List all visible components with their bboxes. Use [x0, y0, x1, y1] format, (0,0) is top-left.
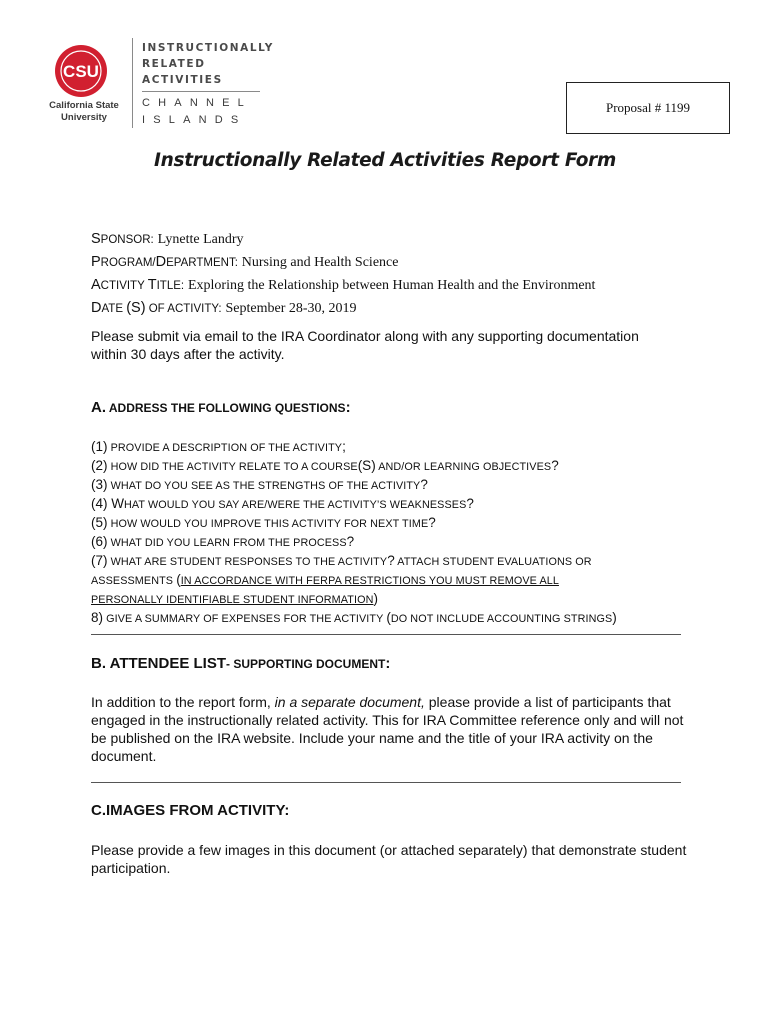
divider-b — [91, 782, 681, 783]
submission-instructions: Please submit via email to the IRA Coordinator along with any supporting documentation within 30 days after the activity. — [91, 328, 639, 362]
logo-divider-vertical — [132, 38, 133, 128]
program-value: Nursing and Health Science — [241, 255, 399, 270]
attendee-list-instructions: In addition to the report form, in a separate document, please provide a list of participants that engaged in the instructionally related activity. This for IRA Committee reference only and will not be published on the IRA website. Include your name and the title of your IRA activity on the document. — [91, 694, 684, 764]
images-instructions: Please provide a few images in this document (or attached separately) that demonstrate student participation. — [91, 842, 687, 876]
question-3: (3) WHAT DO YOU SEE AS THE STRENGTHS OF THE ACTIVITY? — [91, 477, 428, 492]
csu-seal-icon — [54, 44, 108, 98]
question-2: (2) HOW DID THE ACTIVITY RELATE TO A COURSE(S) AND/OR LEARNING OBJECTIVES? — [91, 458, 559, 473]
program-label: PROGRAM/DEPARTMENT: — [91, 254, 238, 270]
activity-title-label: ACTIVITY TITLE: — [91, 277, 185, 293]
sponsor-label: SPONSOR: — [91, 231, 154, 247]
csuci-logo — [36, 36, 286, 132]
divider-a — [91, 634, 681, 635]
logo-divider-horizontal — [142, 91, 260, 92]
university-name — [36, 100, 132, 124]
section-b-heading: B. ATTENDEE LIST- SUPPORTING DOCUMENT: — [91, 655, 391, 672]
question-8: 8) GIVE A SUMMARY OF EXPENSES FOR THE ACTIVITY (DO NOT INCLUDE ACCOUNTING STRINGS) — [91, 610, 617, 625]
question-7: (7) WHAT ARE STUDENT RESPONSES TO THE ACTIVITY? ATTACH STUDENT EVALUATIONS OR — [91, 553, 592, 568]
page-title: Instructionally Related Activities Report Form — [154, 150, 616, 171]
activity-title-value: Exploring the Relationship between Human Health and the Environment — [187, 278, 596, 293]
date-row — [91, 297, 595, 320]
question-7-line-3: PERSONALLY IDENTIFIABLE STUDENT INFORMATION) — [91, 591, 378, 606]
university-line-2: University — [61, 112, 107, 123]
proposal-number-box: Proposal # 1199 — [566, 82, 730, 134]
ira-line-1: INSTRUCTIONALLY — [142, 42, 274, 54]
question-7-line-2: ASSESSMENTS (IN ACCORDANCE WITH FERPA RESTRICTIONS YOU MUST REMOVE ALL — [91, 572, 559, 587]
ira-line-3: ACTIVITIES — [142, 74, 223, 86]
section-a-heading: A. ADDRESS THE FOLLOWING QUESTIONS: — [91, 399, 351, 416]
question-list — [91, 438, 691, 628]
date-value: September 28-30, 2019 — [225, 301, 357, 316]
question-5: (5) HOW WOULD YOU IMPROVE THIS ACTIVITY FOR NEXT TIME? — [91, 515, 436, 530]
sponsor-value: Lynette Landry — [157, 232, 244, 247]
question-6: (6) WHAT DID YOU LEARN FROM THE PROCESS? — [91, 534, 355, 549]
ira-wordmark — [142, 40, 274, 88]
seal-text: CSU — [63, 62, 99, 81]
university-line-1: California State — [49, 100, 119, 111]
section-c-heading: C.IMAGES FROM ACTIVITY: — [91, 802, 290, 819]
ci-line-2: ISLANDS — [142, 114, 247, 126]
activity-title-row — [91, 274, 595, 297]
sponsor-row — [91, 228, 595, 251]
date-label: DATE (S) OF ACTIVITY: — [91, 300, 222, 316]
ci-line-1: CHANNEL — [142, 97, 252, 109]
activity-info — [91, 228, 595, 320]
ira-line-2: RELATED — [142, 58, 206, 70]
question-4: (4) WHAT WOULD YOU SAY ARE/WERE THE ACTIVITY’S WEAKNESSES? — [91, 496, 474, 511]
program-row — [91, 251, 595, 274]
question-1: (1) PROVIDE A DESCRIPTION OF THE ACTIVITY; — [91, 439, 346, 454]
channel-islands-wordmark — [142, 95, 252, 129]
